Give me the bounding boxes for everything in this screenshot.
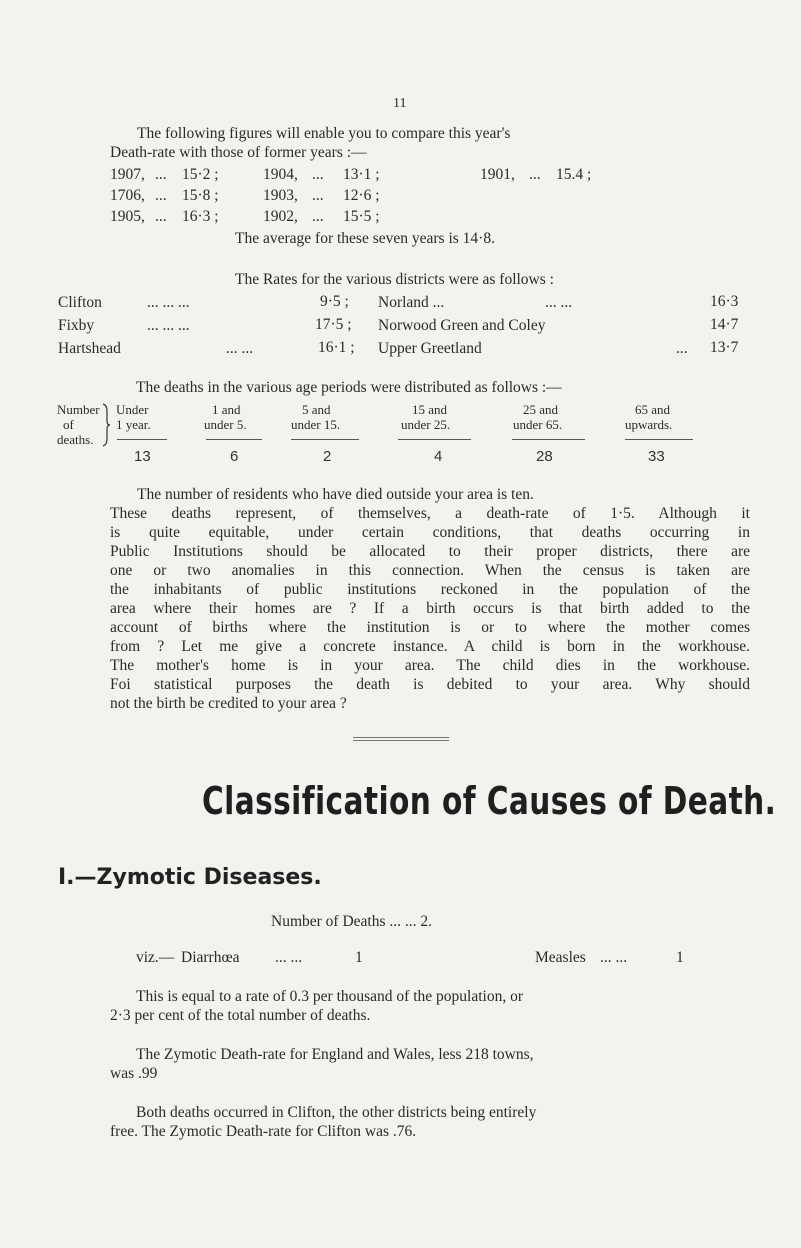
paragraph-line: from ? Let me give a concrete instance. A child is born in the workhouse.	[110, 638, 750, 655]
column-header: under 5.	[204, 417, 247, 432]
double-rule-top	[353, 737, 449, 738]
district-name: Norland ...	[378, 294, 445, 311]
paragraph-line: These deaths represent, of themselves, a death-rate of 1·5. Although it	[110, 505, 750, 522]
intro-line-2: Death-rate with those of former years :—	[110, 144, 367, 161]
cause-count: 1	[676, 949, 684, 966]
divider	[206, 439, 262, 440]
district-name: Clifton	[58, 294, 102, 311]
column-header: under 65.	[513, 417, 563, 432]
age-intro: The deaths in the various age periods were distributed as follows :—	[136, 379, 562, 396]
divider	[512, 439, 585, 440]
dots: ...	[155, 166, 167, 183]
national-rate-line-1: The Zymotic Death-rate for England and Wales, less 218 towns,	[136, 1046, 534, 1063]
clifton-line-1: Both deaths occurred in Clifton, the other districts being entirely	[136, 1104, 537, 1121]
rate-value: 16·3 ;	[182, 208, 219, 225]
paragraph-line: account of births where the institution is or to where the mother comes	[110, 619, 750, 636]
cell-value: 2	[323, 448, 332, 465]
dots: ...	[312, 166, 324, 183]
district-rate: 9·5 ;	[320, 293, 349, 310]
dots: ...	[155, 208, 167, 225]
divider	[291, 439, 359, 440]
paragraph-line: one or two anomalies in this connection. When the census is taken are	[110, 562, 750, 579]
column-header: 65 and	[635, 402, 671, 417]
dots: ...	[529, 166, 541, 183]
district-rate: 17·5 ;	[315, 316, 352, 333]
year-label: 1902,	[263, 208, 298, 225]
column-header: 15 and	[412, 402, 448, 417]
cell-value: 6	[230, 448, 239, 465]
dots: ... ...	[226, 340, 254, 357]
paragraph-line: area where their homes are ? If a birth occurs is that birth added to the	[110, 600, 750, 617]
dots: ... ... ...	[147, 294, 190, 311]
paragraph-line: The number of residents who have died outside your area is ten.	[137, 486, 534, 503]
column-header: 25 and	[523, 402, 559, 417]
national-rate-line-2: was .99	[110, 1065, 158, 1082]
district-rate: 14·7	[710, 316, 739, 333]
district-name: Fixby	[58, 317, 95, 334]
year-label: 1907,	[110, 166, 145, 183]
dots: ... ...	[545, 294, 573, 311]
paragraph-line: The mother's home is in your area. The child dies in the workhouse.	[110, 657, 750, 674]
cell-value: 13	[134, 448, 151, 465]
rate-value: 15·8 ;	[182, 187, 219, 204]
rate-value: 15·5 ;	[343, 208, 380, 225]
column-header: 1 and	[212, 402, 241, 417]
year-label: 1904,	[263, 166, 298, 183]
column-header: Under	[116, 402, 149, 417]
column-header: 1 year.	[116, 417, 151, 432]
deaths-number-line: Number of Deaths ... ... 2.	[271, 913, 432, 930]
brace-icon	[100, 403, 112, 447]
cause-name: Measles	[535, 949, 586, 966]
dots: ... ...	[600, 949, 628, 966]
dots: ... ... ...	[147, 317, 190, 334]
cell-value: 33	[648, 448, 665, 465]
column-header: 5 and	[302, 402, 331, 417]
cell-value: 4	[434, 448, 443, 465]
equal-rate-line-1: This is equal to a rate of 0.3 per thousand of the population, or	[136, 988, 523, 1005]
divider	[625, 439, 693, 440]
paragraph-line: not the birth be credited to your area ?	[110, 695, 347, 712]
subsection-title: I.—Zymotic Diseases.	[58, 865, 322, 890]
district-name: Upper Greetland	[378, 340, 482, 357]
year-label: 1905,	[110, 208, 145, 225]
equal-rate-line-2: 2·3 per cent of the total number of deaths.	[110, 1007, 371, 1024]
cell-value: 28	[536, 448, 553, 465]
column-header: upwards.	[625, 417, 673, 432]
column-header: under 25.	[401, 417, 451, 432]
section-title: Classification of Causes of Death.	[202, 779, 777, 823]
year-label: 1903,	[263, 187, 298, 204]
year-label: 1901,	[480, 166, 515, 183]
rate-value: 15·2 ;	[182, 166, 219, 183]
dots: ... ...	[275, 949, 303, 966]
column-header: under 15.	[291, 417, 341, 432]
dots: ...	[155, 187, 167, 204]
row-label: deaths.	[57, 432, 94, 447]
paragraph-line: Foi statistical purposes the death is debited to your area. Why should	[110, 676, 750, 693]
row-label: Number	[57, 402, 100, 417]
clifton-line-2: free. The Zymotic Death-rate for Clifton was .76.	[110, 1123, 417, 1140]
district-name: Hartshead	[58, 340, 121, 357]
district-rate: 13·7	[710, 339, 739, 356]
divider	[117, 439, 167, 440]
rate-value: 13·1 ;	[343, 166, 380, 183]
dots: ...	[676, 340, 688, 357]
district-name: Norwood Green and Coley	[378, 317, 546, 334]
cause-count: 1	[355, 949, 363, 966]
intro-line-1: The following figures will enable you to compare this year's	[137, 125, 511, 142]
paragraph-line: the inhabitants of public institutions reckoned in the population of the	[110, 581, 750, 598]
paragraph-line: is quite equitable, under certain conditions, that deaths occurring in	[110, 524, 750, 541]
district-rate: 16·3	[710, 293, 739, 310]
double-rule-bottom	[353, 740, 449, 741]
cause-name: Diarrhœa	[181, 949, 240, 966]
viz-prefix: viz.—	[136, 949, 175, 966]
dots: ...	[312, 187, 324, 204]
year-label: 1706,	[110, 187, 145, 204]
district-intro: The Rates for the various districts were as follows :	[235, 271, 554, 288]
paragraph-line: Public Institutions should be allocated to their proper districts, there are	[110, 543, 750, 560]
page-number: 11	[393, 96, 407, 111]
average-text: The average for these seven years is 14·8.	[235, 230, 495, 247]
rate-value: 12·6 ;	[343, 187, 380, 204]
divider	[398, 439, 471, 440]
row-label: of	[63, 417, 74, 432]
district-rate: 16·1 ;	[318, 339, 355, 356]
dots: ...	[312, 208, 324, 225]
rate-value: 15.4 ;	[556, 166, 592, 183]
